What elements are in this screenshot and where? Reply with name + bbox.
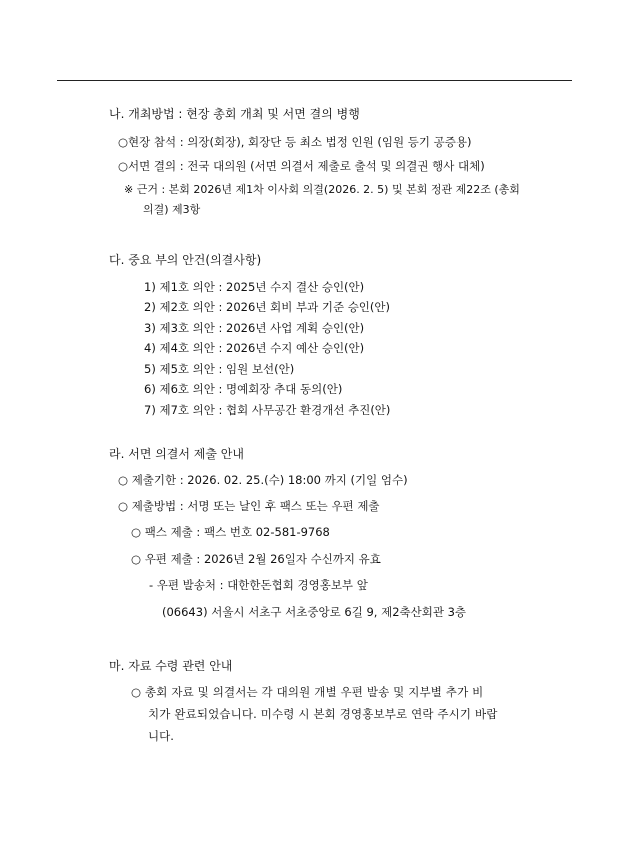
agenda-item-3: 3) 제3호 의안 : 2026년 사업 계획 승인(안) [144,321,365,335]
agenda-item-4: 4) 제4호 의안 : 2026년 수지 예산 승인(안) [144,341,365,355]
materials-line-1: ○ 총회 자료 및 의결서는 각 대의원 개별 우편 발송 및 지부별 추가 비 [131,685,484,699]
agenda-item-2: 2) 제2호 의안 : 2026년 회비 부과 기준 승인(안) [144,300,391,314]
submission-address: (06643) 서울시 서초구 서초중앙로 6길 9, 제2축산회관 3층 [162,605,467,619]
submission-deadline: ○ 제출기한 : 2026. 02. 25.(수) 18:00 까지 (기일 엄수) [118,473,408,487]
submission-mail-to: - 우편 발송처 : 대한한돈협회 경영홍보부 앞 [149,578,368,592]
submission-fax: ○ 팩스 제출 : 팩스 번호 02-581-9768 [131,525,330,539]
materials-line-3: 니다. [148,729,174,743]
method-note-cont: 의결) 제3항 [143,203,201,216]
section-agenda-title: 다. 중요 부의 안건(의결사항) [109,253,262,267]
method-item-onsite: ○현장 참석 : 의장(회장), 회장단 등 최소 법정 인원 (임원 등기 공증용) [118,135,472,149]
submission-mail: ○ 우편 제출 : 2026년 2월 26일자 수신까지 유효 [131,552,381,566]
section-materials-title: 마. 자료 수령 관련 안내 [109,659,233,673]
agenda-item-1: 1) 제1호 의안 : 2025년 수지 결산 승인(안) [144,280,365,294]
agenda-item-7: 7) 제7호 의안 : 협회 사무공간 환경개선 추진(안) [144,403,391,417]
section-method-title: 나. 개최방법 : 현장 총회 개최 및 서면 결의 병행 [109,107,360,121]
section-submission-title: 라. 서면 의결서 제출 안내 [109,447,244,461]
top-rule [57,80,572,81]
method-note: ※ 근거 : 본회 2026년 제1차 이사회 의결(2026. 2. 5) 및 본회 정관 제22조 (총회 [124,183,520,196]
submission-method: ○ 제출방법 : 서명 또는 날인 후 팩스 또는 우편 제출 [118,499,380,513]
agenda-item-5: 5) 제5호 의안 : 임원 보선(안) [144,362,295,376]
materials-line-2: 치가 완료되었습니다. 미수령 시 본회 경영홍보부로 연락 주시기 바랍 [148,707,498,721]
agenda-item-6: 6) 제6호 의안 : 명예회장 추대 동의(안) [144,382,343,396]
method-item-written: ○서면 결의 : 전국 대의원 (서면 의결서 제출로 출석 및 의결권 행사 대체) [118,159,485,173]
